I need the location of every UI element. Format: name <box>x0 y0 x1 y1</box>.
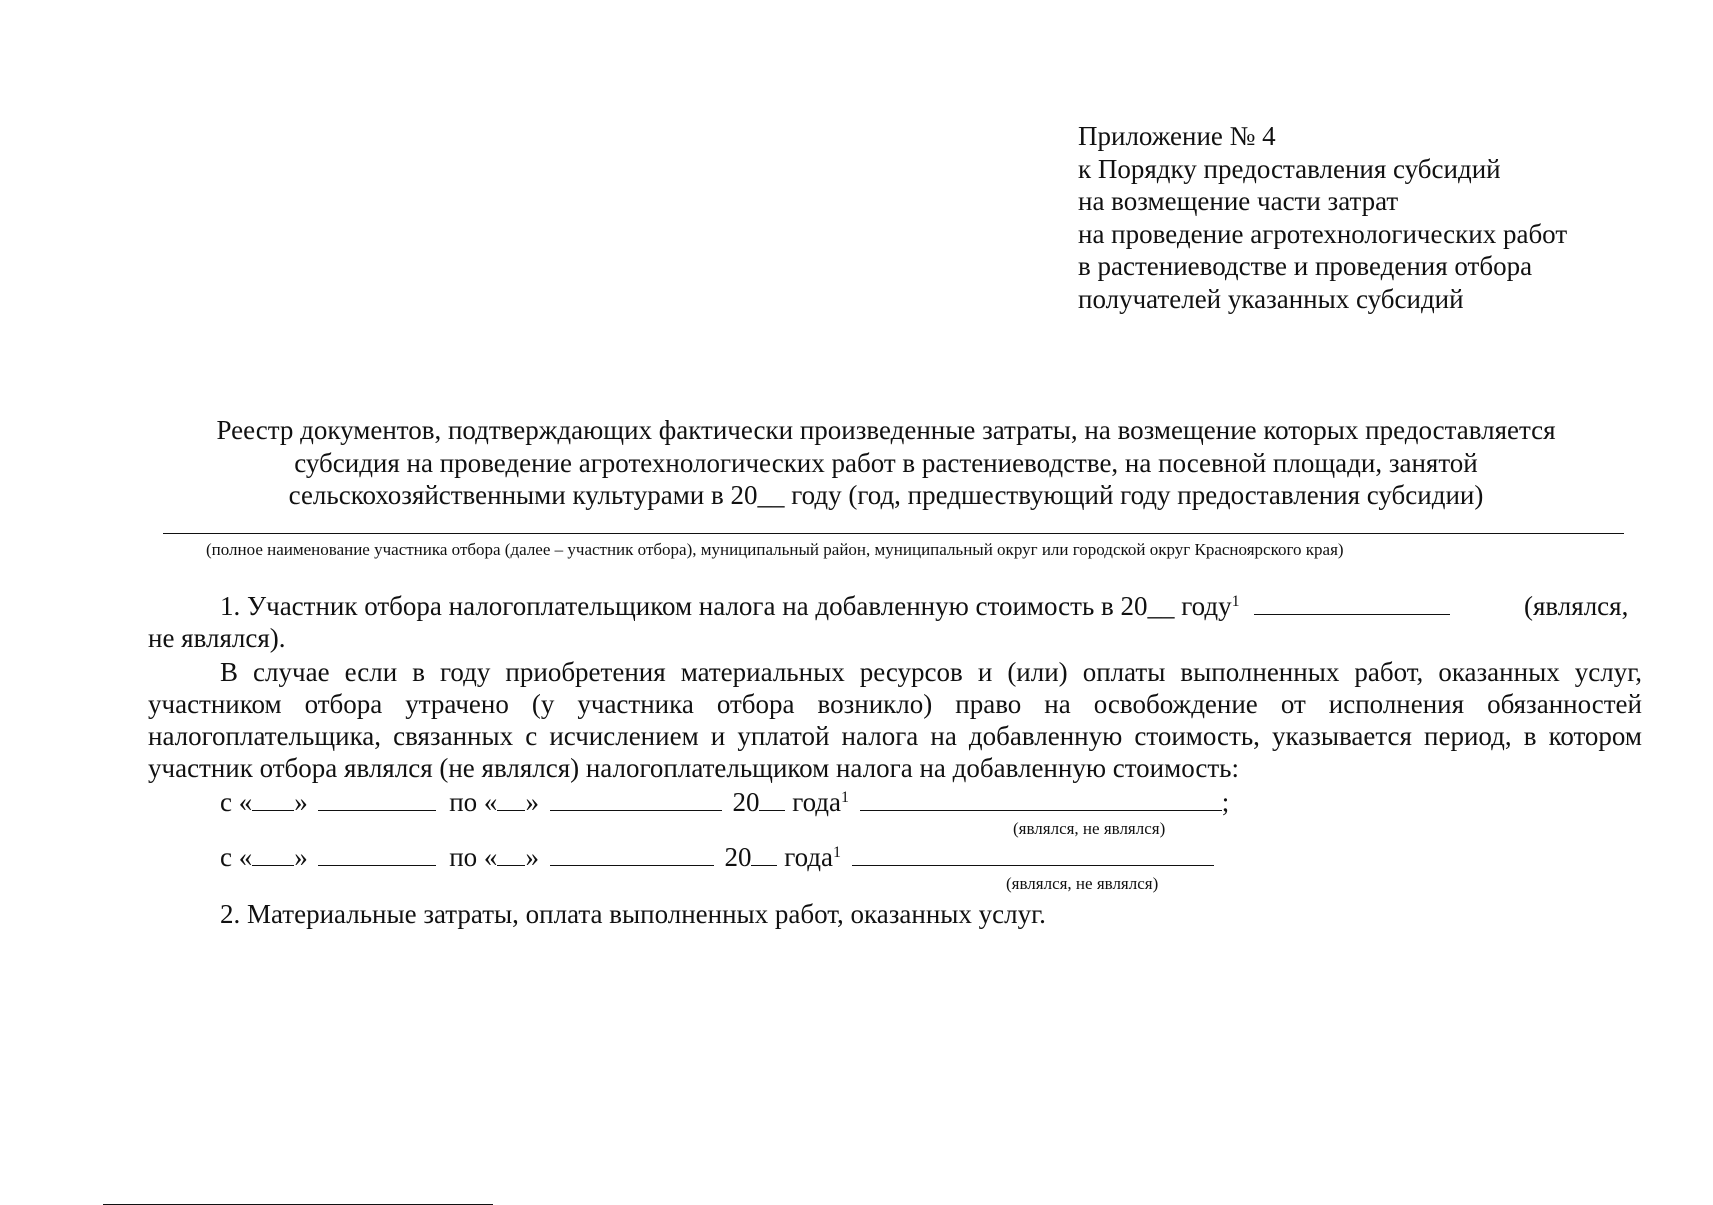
appendix-line: на возмещение части затрат <box>1078 186 1399 217</box>
to-label: по « <box>449 842 498 872</box>
footnote-ref: 1 <box>841 789 850 806</box>
year-word: года <box>784 842 834 872</box>
item1-continuation: не являлся). <box>148 623 286 653</box>
title-line: Реестр документов, подтверждающих фактически произведенные затраты, на возмещение которых предоставляется <box>216 415 1556 445</box>
period-row <box>220 786 1229 818</box>
item1-tail: (являлся, <box>1524 591 1629 621</box>
footnote-ref: 1 <box>1231 593 1240 610</box>
from-close: » <box>294 787 308 817</box>
appendix-header <box>1078 120 1567 316</box>
vat-status-field[interactable] <box>1254 590 1450 615</box>
item1-note <box>148 656 1642 784</box>
participant-name-line <box>163 533 1624 534</box>
from-day-field[interactable] <box>252 841 294 866</box>
year-word: года <box>792 787 842 817</box>
from-label: с « <box>220 842 253 872</box>
row-end: ; <box>1221 787 1230 817</box>
status-caption: (являлся, не являлся) <box>1013 819 1166 838</box>
to-close: » <box>525 842 539 872</box>
from-day-field[interactable] <box>252 786 294 811</box>
status-caption: (являлся, не являлся) <box>1006 874 1159 893</box>
item1-note-text: В случае если в году приобретения материальных ресурсов и (или) оплаты выполненных работ, оказанных услуг, участником отбора утрачено (у участника отбора возникло) право на освобождение от исполнения обязанностей налогоплательщика, связанных с исчислением и уплатой налога на добавленную стоимость, указывается период, в котором участник отбора являлся (не являлся) налогоплательщиком налога на добавленную стоимость: <box>148 657 1642 783</box>
from-month-field[interactable] <box>318 841 436 866</box>
to-month-field[interactable] <box>550 841 714 866</box>
participant-caption: (полное наименование участника отбора (далее – участник отбора), муниципальный район, муниципальный округ или городской округ Красноярского края) <box>206 540 1344 559</box>
status-field[interactable] <box>852 841 1214 866</box>
title-line: субсидия на проведение агротехнологических работ в растениеводстве, на посевной площади, занятой <box>294 447 1478 478</box>
appendix-line: к Порядку предоставления субсидий <box>1078 153 1501 184</box>
to-day-field[interactable] <box>497 786 525 811</box>
item2-line: 2. Материальные затраты, оплата выполненных работ, оказанных услуг. <box>220 899 1046 929</box>
appendix-line: получателей указанных субсидий <box>1078 283 1464 314</box>
year-prefix: 20 <box>724 842 752 872</box>
from-month-field[interactable] <box>318 786 436 811</box>
period-row <box>220 841 1214 873</box>
to-label: по « <box>449 787 498 817</box>
year-field[interactable] <box>759 786 785 811</box>
year-field[interactable] <box>751 841 777 866</box>
to-month-field[interactable] <box>550 786 722 811</box>
item1-text: 1. Участник отбора налогоплательщиком налога на добавленную стоимость в 20__ году <box>220 591 1232 621</box>
from-close: » <box>294 842 308 872</box>
to-day-field[interactable] <box>497 841 525 866</box>
footnote-ref: 1 <box>833 844 842 861</box>
appendix-line: Приложение № 4 <box>1078 121 1276 151</box>
to-close: » <box>525 787 539 817</box>
title-line: сельскохозяйственными культурами в 20__ году (год, предшествующий году предоставления субсидии) <box>288 480 1484 510</box>
appendix-line: в растениеводстве и проведения отбора <box>1078 251 1533 282</box>
item1-line <box>220 590 1450 622</box>
from-label: с « <box>220 787 253 817</box>
document-title <box>150 414 1622 512</box>
appendix-line: на проведение агротехнологических работ <box>1078 218 1568 249</box>
status-field[interactable] <box>860 786 1222 811</box>
year-prefix: 20 <box>732 787 760 817</box>
